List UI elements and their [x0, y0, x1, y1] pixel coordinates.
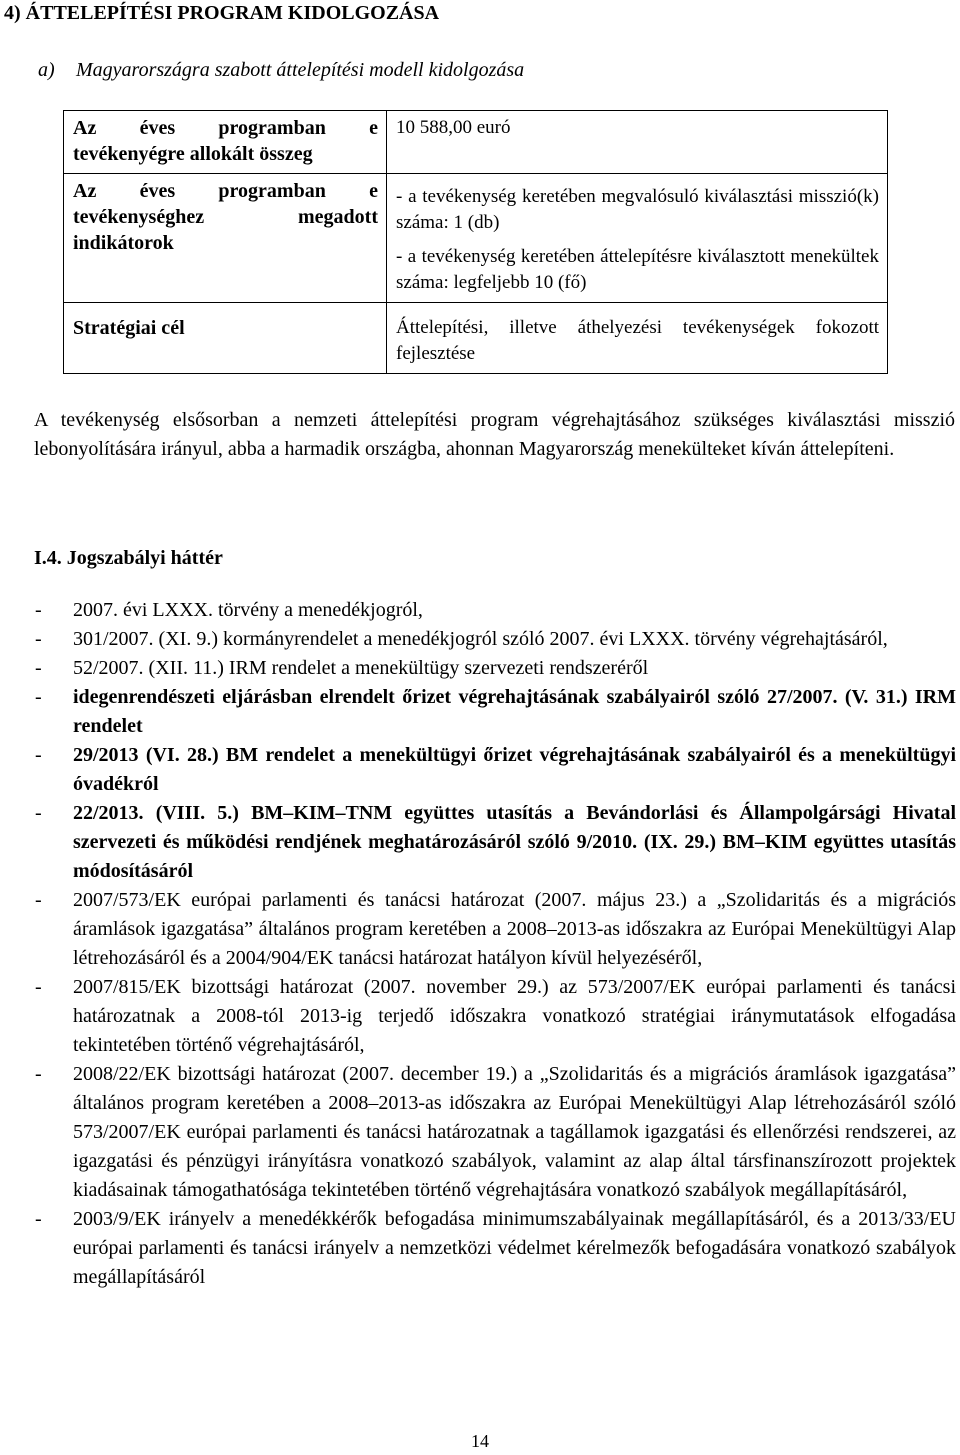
- list-dash: -: [35, 744, 42, 766]
- law-text: 301/2007. (XI. 9.) kormányrendelet a menedékjogról szóló 2007. évi LXXX. törvény végrehajtásáról,: [73, 628, 888, 650]
- table-row: [64, 303, 888, 374]
- row-value-text: 10 588,00 euró: [396, 117, 511, 138]
- subsection-label: a): [38, 59, 55, 81]
- subsection-title: [38, 57, 524, 83]
- table-row: [64, 174, 888, 303]
- table-row: [64, 111, 888, 174]
- list-dash: -: [35, 657, 42, 679]
- indicator-line: - a tevékenység keretében megvalósuló kiválasztási misszió(k) száma: 1 (db): [396, 186, 879, 233]
- list-dash: -: [35, 802, 42, 824]
- law-text: 2007/573/EK európai parlamenti és tanácsi határozat (2007. május 23.) a „Szolidaritás és a migrációs áramlások igazgatása” általános program keretében a 2008–2013-as időszakra az Európai Menekültügyi Alap létrehozásáról és a 2004/904/EK tanácsi határozat hatályon kívül helyezéséről,: [73, 889, 956, 969]
- list-item: [34, 799, 956, 886]
- list-dash: -: [35, 1208, 42, 1230]
- row-value: [387, 174, 888, 303]
- info-table: [63, 110, 888, 374]
- law-text: 2003/9/EK irányelv a menedékkérők befogadása minimumszabályainak megállapításáról, és a 2013/33/EU európai parlamenti és tanácsi irányelv a nemzetközi védelmet kérelmezők befogadására vonatkozó szabályok megállapításáról: [73, 1208, 956, 1288]
- law-text-bold: 29/2013 (VI. 28.) BM rendelet a menekültügyi őrizet végrehajtásának szabályairól és a menekültügyi óvadékról: [73, 744, 956, 795]
- list-item: [34, 1060, 956, 1205]
- list-dash: -: [35, 1063, 42, 1085]
- list-dash: -: [35, 889, 42, 911]
- list-dash: -: [35, 628, 42, 650]
- section-heading: I.4. Jogszabályi háttér: [34, 547, 223, 569]
- list-dash: -: [35, 976, 42, 998]
- law-text: 2008/22/EK bizottsági határozat (2007. december 19.) a „Szolidaritás és a migrációs áramlások igazgatása” általános program keretében a 2008–2013-as időszakra az Európai Menekültügyi Alap létrehozásáról szóló 573/2007/EK európai parlamenti és tanácsi határozatnak a tagállamok igazgatási és ellenőrzési rendszerei, az igazgatási és pénzügyi irányításra vonatkozó szabályok, valamint az alap által társfinanszírozott projektek kiadásainak támogathatósága tekintetében történő végrehajtására vonatkozó szabályok megállapításáról,: [73, 1063, 956, 1201]
- list-item: [34, 741, 956, 799]
- law-list: [34, 596, 956, 1292]
- subsection-text: Magyarországra szabott áttelepítési modell kidolgozása: [76, 59, 525, 81]
- list-item: [34, 625, 956, 654]
- law-text-bold: 22/2013. (VIII. 5.) BM–KIM–TNM együttes utasítás a Bevándorlási és Állampolgársági Hivatal szervezeti és működési rendjének meghatározásáról szóló 9/2010. (IX. 29.) BM–KIM együttes utasítás módosításáról: [73, 802, 956, 882]
- page-number: 14: [471, 1431, 489, 1451]
- law-text-bold: idegenrendészeti eljárásban elrendelt őrizet végrehajtásának szabályairól szóló 27/2007. (V. 31.) IRM rendelet: [73, 686, 956, 737]
- row-label: [64, 111, 387, 174]
- section-title: 4) ÁTTELEPÍTÉSI PROGRAM KIDOLGOZÁSA: [4, 2, 440, 24]
- list-dash: -: [35, 599, 42, 621]
- row-label-text: Stratégiai cél: [73, 317, 185, 339]
- row-label-text: Az éves programban e tevékenyégre allokált összeg: [73, 117, 378, 165]
- list-item: [34, 596, 956, 625]
- body-paragraph: A tevékenység elsősorban a nemzeti áttelepítési program végrehajtásához szükséges kiválasztási misszió lebonyolítására irányul, abba a harmadik országba, ahonnan Magyarország menekülteket kíván áttelepíteni.: [34, 409, 955, 460]
- list-dash: -: [35, 686, 42, 708]
- list-item: [34, 1205, 956, 1292]
- law-text: 2007. évi LXXX. törvény a menedékjogról,: [73, 599, 423, 621]
- list-item: [34, 973, 956, 1060]
- row-value-text: Áttelepítési, illetve áthelyezési tevékenységek fokozott fejlesztése: [396, 317, 879, 364]
- law-text: 52/2007. (XII. 11.) IRM rendelet a menekültügy szervezeti rendszeréről: [73, 657, 649, 679]
- law-text: 2007/815/EK bizottsági határozat (2007. november 29.) az 573/2007/EK európai parlamenti és tanácsi határozatnak a 2008-tól 2013-ig terjedő időszakra vonatkozó stratégiai iránymutatások elfogadása tekintetében történő végrehajtásáról,: [73, 976, 956, 1056]
- indicator-line: - a tevékenység keretében áttelepítésre kiválasztott menekültek száma: legfeljebb 10 (fő): [396, 246, 879, 293]
- list-item: [34, 683, 956, 741]
- row-label: [64, 303, 387, 374]
- row-value: [387, 303, 888, 374]
- row-label: [64, 174, 387, 303]
- row-label-text: Az éves programban e tevékenységhez megadott indikátorok: [73, 180, 378, 254]
- list-item: [34, 886, 956, 973]
- row-value: [387, 111, 888, 174]
- list-item: [34, 654, 956, 683]
